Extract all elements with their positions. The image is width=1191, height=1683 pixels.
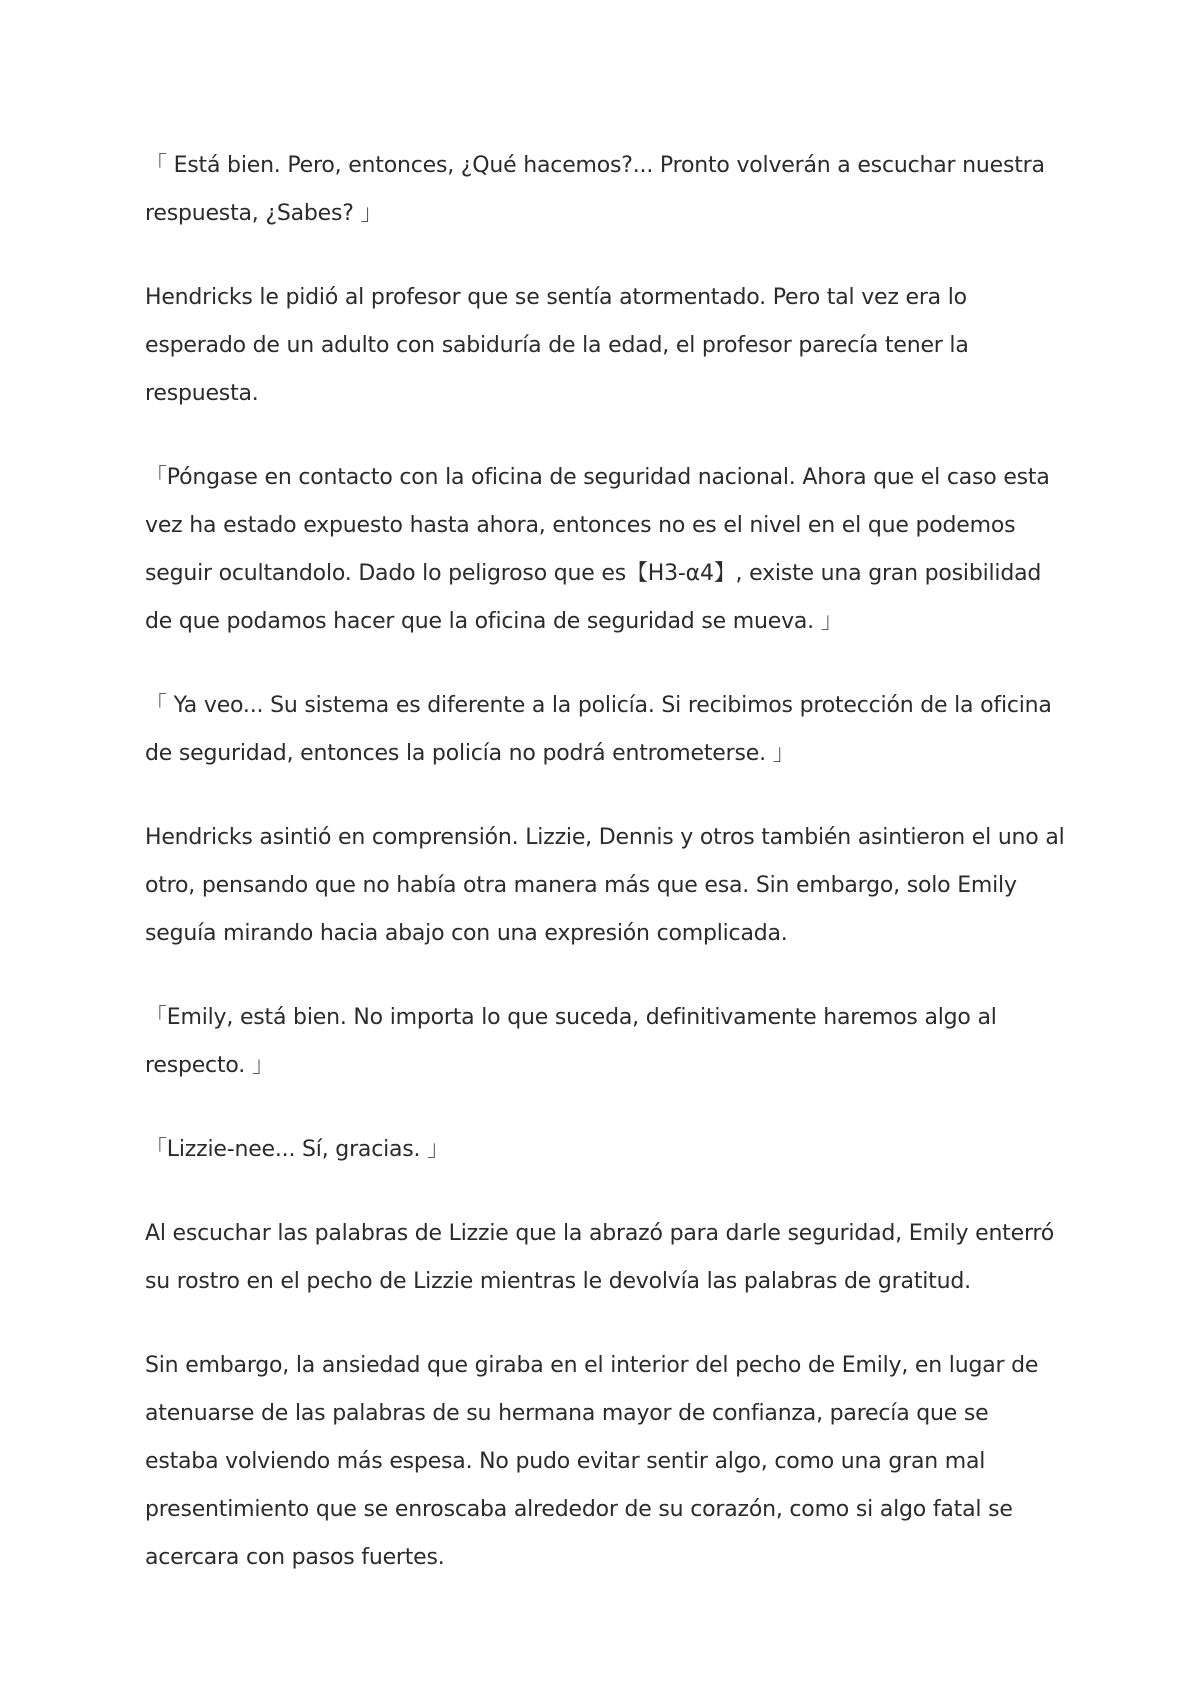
paragraph-dialogue: 「 Está bien. Pero, entonces, ¿Qué hacemos?... Pronto volverán a escuchar nuestra respuesta, ¿Sabes? 」 bbox=[145, 153, 1045, 226]
paragraph-dialogue: 「Emily, está bien. No importa lo que suceda, definitivamente haremos algo al respecto. 」 bbox=[145, 1005, 997, 1078]
paragraph-dialogue: 「 Ya veo... Su sistema es diferente a la policía. Si recibimos protección de la oficina de seguridad, entonces la policía no podrá entrometerse. 」 bbox=[145, 693, 1052, 766]
paragraph-narration: Al escuchar las palabras de Lizzie que la abrazó para darle seguridad, Emily enterró su rostro en el pecho de Lizzie mientras le devolvía las palabras de gratitud. bbox=[145, 1221, 1055, 1294]
paragraph-narration: Sin embargo, la ansiedad que giraba en el interior del pecho de Emily, en lugar de atenuarse de las palabras de su hermana mayor de confianza, parecía que se estaba volviendo más espesa. No pudo evitar sentir algo, como una gran mal presentimiento que se enroscaba alrededor de su corazón, como si algo fatal se acercara con pasos fuertes. bbox=[145, 1353, 1039, 1570]
paragraph-narration: Hendricks le pidió al profesor que se sentía atormentado. Pero tal vez era lo esperado de un adulto con sabiduría de la edad, el profesor parecía tener la respuesta. bbox=[145, 285, 969, 406]
paragraph-dialogue: 「Lizzie-nee... Sí, gracias. 」 bbox=[145, 1137, 449, 1162]
paragraph-narration: Hendricks asintió en comprensión. Lizzie, Dennis y otros también asintieron el uno al otro, pensando que no había otra manera más que esa. Sin embargo, solo Emily seguía mirando hacia abajo con una expresión complicada. bbox=[145, 825, 1065, 946]
document-body bbox=[145, 142, 1065, 1618]
paragraph-dialogue: 「Póngase en contacto con la oficina de seguridad nacional. Ahora que el caso esta vez ha estado expuesto hasta ahora, entonces no es el nivel en el que podemos seguir ocultandolo. Dado lo peligroso que es【H3-α4】, existe una gran posibilidad de que podamos hacer que la oficina de seguridad se mueva. 」 bbox=[145, 465, 1050, 634]
